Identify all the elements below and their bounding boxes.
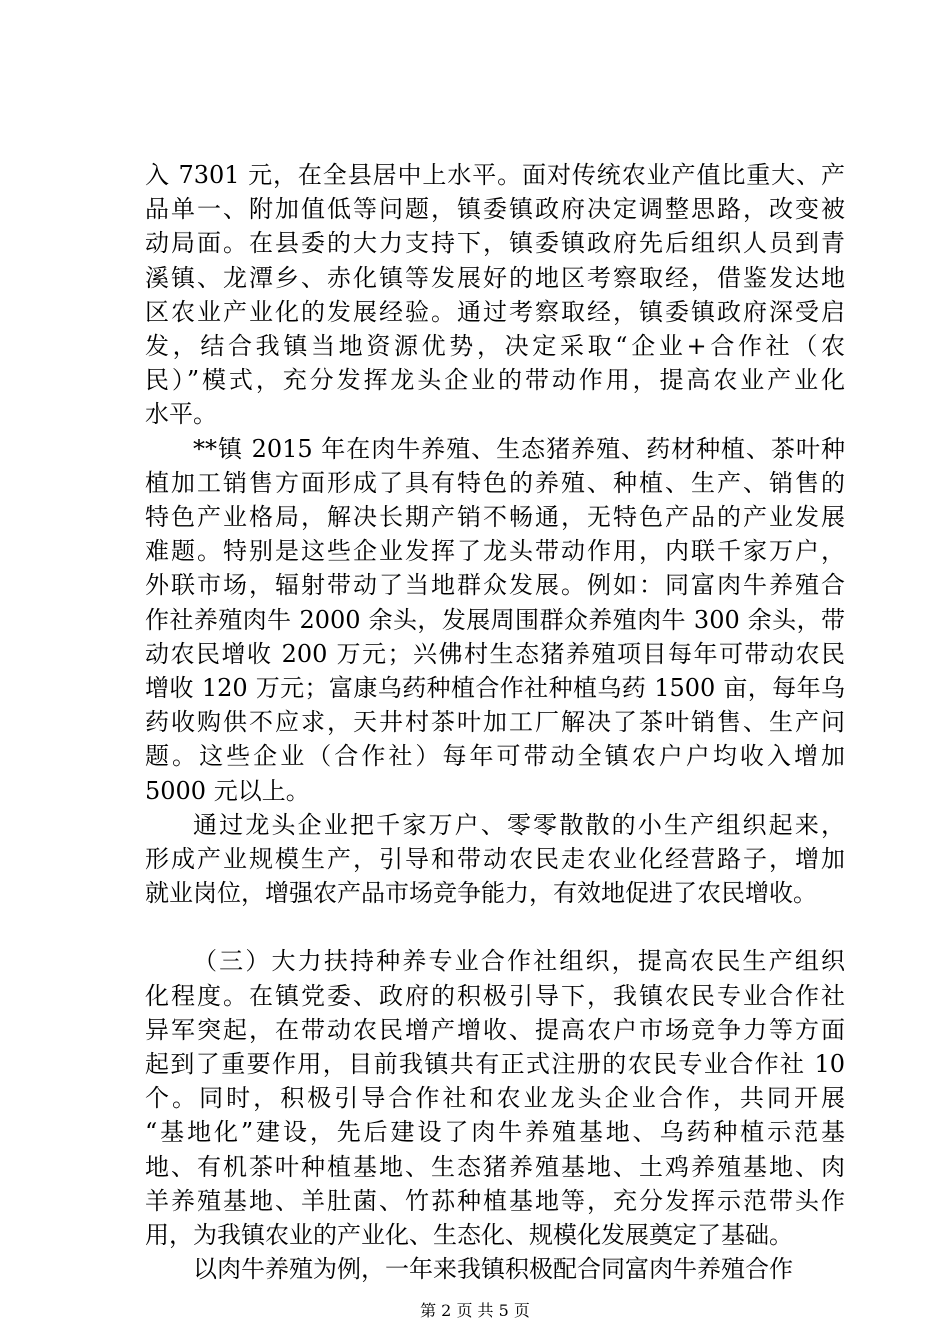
text-line: 就业岗位，增强农产品市场竞争能力，有效地促进了农民增收。 [145, 879, 817, 908]
text-line: 作社养殖肉牛 2000 余头，发展周围群众养殖肉牛 300 余头，带 [145, 605, 845, 634]
text-line: 难题。特别是这些企业发挥了龙头带动作用，内联千家万户， [145, 537, 845, 566]
text-line: 起到了重要作用，目前我镇共有正式注册的农民专业合作社 10 [145, 1050, 845, 1079]
text-line: 地、有机茶叶种植基地、生态猪养殖基地、土鸡养殖基地、肉 [145, 1152, 845, 1181]
text-line: 个。同时，积极引导合作社和农业龙头企业合作，共同开展 [145, 1084, 845, 1113]
text-line: 区农业产业化的发展经验。通过考察取经，镇委镇政府深受启 [145, 297, 845, 326]
text-line: 化程度。在镇党委、政府的积极引导下，我镇农民专业合作社 [145, 981, 845, 1010]
text-line: 动局面。在县委的大力支持下，镇委镇政府先后组织人员到青 [145, 229, 845, 258]
text-line: 动农民增收 200 万元；兴佛村生态猪养殖项目每年可带动农民 [145, 639, 845, 668]
text-line: 增收 120 万元；富康乌药种植合作社种植乌药 1500 亩，每年乌 [145, 674, 845, 703]
text-line: 题。这些企业（合作社）每年可带动全镇农户户均收入增加 [145, 742, 845, 771]
text-line: 形成产业规模生产，引导和带动农民走农业化经营路子，增加 [145, 845, 845, 874]
text-line: 羊养殖基地、羊肚菌、竹荪种植基地等，充分发挥示范带头作 [145, 1186, 845, 1215]
paragraph [145, 158, 845, 432]
text-line: 药收购供不应求，天井村茶叶加工厂解决了茶叶销售、生产问 [145, 708, 845, 737]
text-line: 通过龙头企业把千家万户、零零散散的小生产组织起来， [193, 810, 845, 839]
text-line: 入 7301 元，在全县居中上水平。面对传统农业产值比重大、产 [145, 161, 845, 189]
text-line: （三）大力扶持种养专业合作社组织，提高农民生产组织 [193, 947, 845, 976]
text-line: 品单一、附加值低等问题，镇委镇政府决定调整思路，改变被 [145, 195, 845, 224]
paragraph [145, 432, 845, 808]
text-line: 用，为我镇农业的产业化、生态化、规模化发展奠定了基础。 [145, 1221, 793, 1250]
paragraph [145, 944, 845, 1252]
paragraph-gap [145, 910, 845, 944]
text-line: 民）”模式，充分发挥龙头企业的带动作用，提高农业产业化 [145, 366, 845, 395]
page-footer: 第 2 页 共 5 页 [420, 1301, 530, 1320]
text-line: 发，结合我镇当地资源优势，决定采取“企业+合作社（农 [145, 332, 845, 361]
text-line: “基地化”建设，先后建设了肉牛养殖基地、乌药种植示范基 [145, 1118, 845, 1147]
text-line: 异军突起，在带动农民增产增收、提高农户市场竞争力等方面 [145, 1015, 845, 1044]
text-line: 外联市场，辐射带动了当地群众发展。例如：同富肉牛养殖合 [145, 571, 845, 600]
text-line: 植加工销售方面形成了具有特色的养殖、种植、生产、销售的 [145, 468, 845, 497]
text-line: 以肉牛养殖为例，一年来我镇积极配合同富肉牛养殖合作 [193, 1255, 793, 1284]
text-line: 溪镇、龙潭乡、赤化镇等发展好的地区考察取经，借鉴发达地 [145, 263, 845, 292]
text-line: 水平。 [145, 400, 217, 429]
document-body [145, 158, 845, 1287]
text-line: 5000 元以上。 [145, 776, 310, 805]
text-line: 特色产业格局，解决长期产销不畅通，无特色产品的产业发展 [145, 503, 845, 532]
paragraph [145, 808, 845, 911]
paragraph [145, 1252, 845, 1286]
text-line: **镇 2015 年在肉牛养殖、生态猪养殖、药材种植、茶叶种 [193, 434, 845, 463]
